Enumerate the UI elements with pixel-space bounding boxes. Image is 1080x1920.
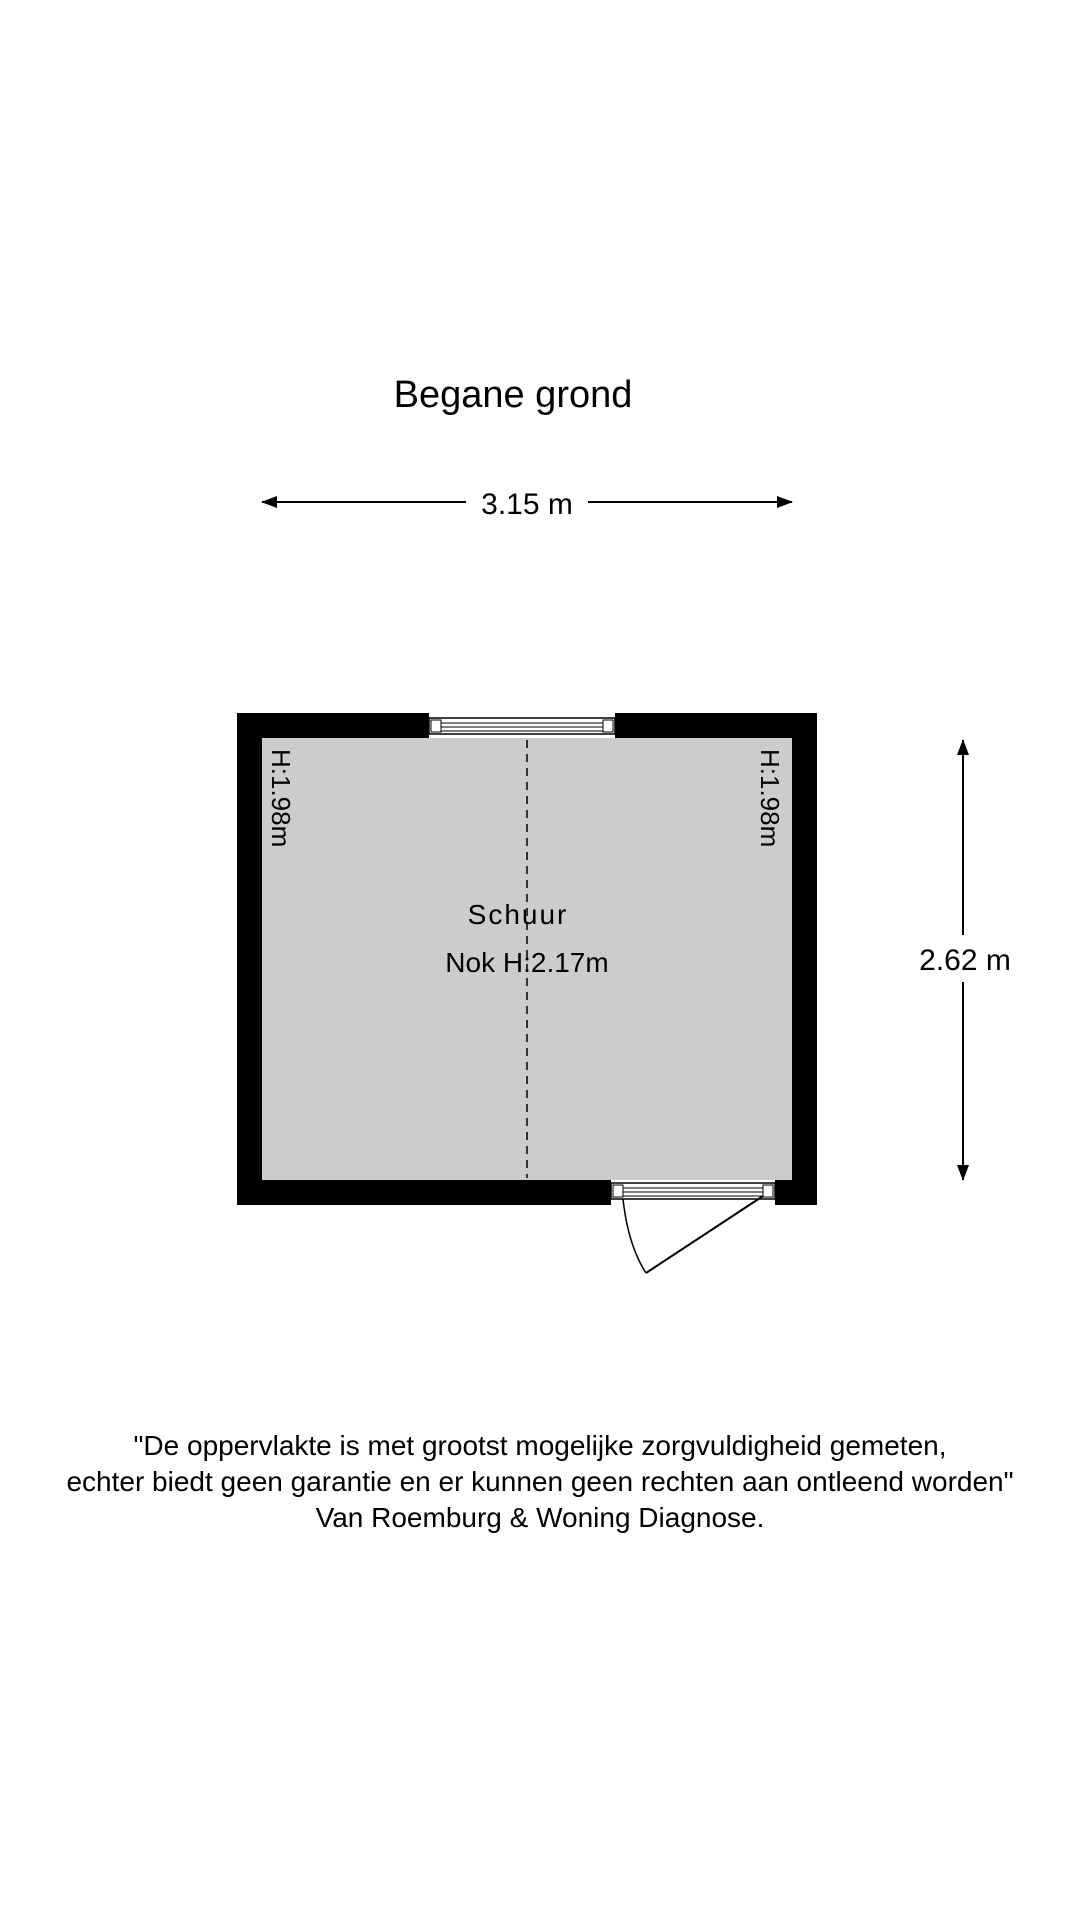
disclaimer-line-2: echter biedt geen garantie en er kunnen geen rechten aan ontleend worden" xyxy=(66,1466,1014,1497)
wall-top-left xyxy=(237,713,429,738)
width-dimension xyxy=(262,488,792,521)
wall-bottom-left xyxy=(237,1180,611,1205)
right-wall-height: H:1.98m xyxy=(755,749,785,848)
depth-dimension xyxy=(919,740,1011,1180)
disclaimer-line-3: Van Roemburg & Woning Diagnose. xyxy=(315,1502,765,1533)
room-name: Schuur xyxy=(467,899,569,930)
room-ridge-height: Nok H:2.17m xyxy=(445,947,609,978)
wall-left xyxy=(237,713,262,1205)
disclaimer-line-1: "De oppervlakte is met grootst mogelijke zorgvuldigheid gemeten, xyxy=(133,1430,947,1461)
door-swing-arc xyxy=(623,1199,646,1273)
left-wall-height: H:1.98m xyxy=(266,749,296,848)
wall-right xyxy=(792,713,817,1205)
disclaimer xyxy=(0,1428,1080,1536)
wall-top-right xyxy=(615,713,817,738)
door-bottom xyxy=(611,1183,775,1273)
depth-dimension-label: 2.62 m xyxy=(919,944,1011,977)
window-top xyxy=(429,718,615,734)
floor-title: Begane grond xyxy=(393,374,633,416)
wall-bottom-right xyxy=(775,1180,817,1205)
width-dimension-label: 3.15 m xyxy=(481,488,573,521)
door-leaf xyxy=(646,1196,763,1273)
